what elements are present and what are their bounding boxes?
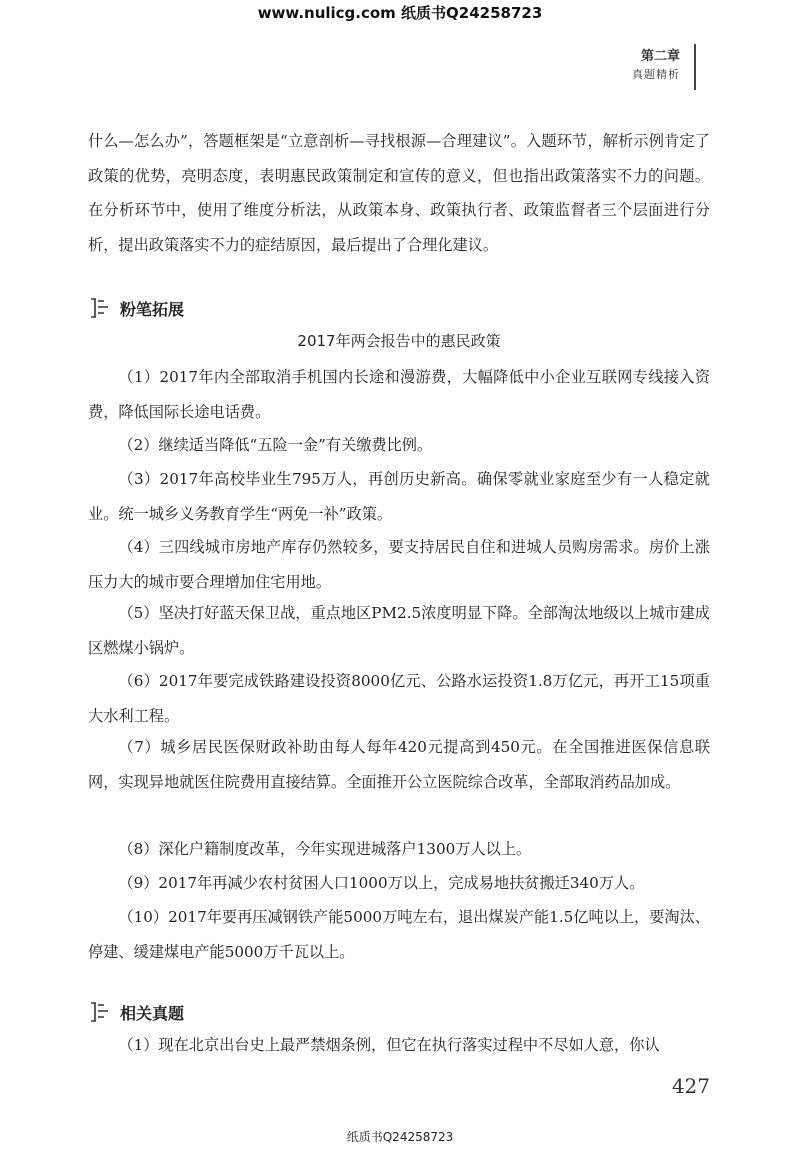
list-item: （2）继续适当降低“五险一金”有关缴费比例。 xyxy=(118,436,433,454)
list-item: （1）2017年内全部取消手机国内长途和漫游费，大幅降低中小企业互联网专线接入资费，降低国际长途电话费。 xyxy=(88,368,710,421)
list-item: （10）2017年要再压减钢铁产能5000万吨左右，退出煤炭产能1.5亿吨以上，要淘汰、停建、缓建煤电产能5000万千瓦以上。 xyxy=(88,908,710,961)
list-item: （5）坚决打好蓝天保卫战，重点地区PM2.5浓度明显下降。全部淘汰地级以上城市建成区燃煤小锅炉。 xyxy=(88,604,710,657)
policy-title: 2017年两会报告中的惠民政策 xyxy=(297,332,501,350)
list-item: （7）城乡居民医保财政补助由每人每年420元提高到450元。在全国推进医保信息联网，实现异地就医住院费用直接结算。全面推开公立医院综合改革，全部取消药品加成。 xyxy=(88,738,710,791)
chapter-divider xyxy=(694,44,696,90)
list-item: （4）三四线城市房地产库存仍然较多，要支持居民自住和进城人员购房需求。房价上涨压力大的城市要合理增加住宅用地。 xyxy=(88,538,710,591)
chapter-subtitle: 真题精析 xyxy=(632,68,680,81)
list-item: （9）2017年再减少农村贫困人口1000万以上，完成易地扶贫搬迁340万人。 xyxy=(118,874,645,892)
section-heading-related xyxy=(88,1000,184,1024)
list-item: （8）深化户籍制度改革，今年实现进城落户1300万人以上。 xyxy=(118,840,532,858)
section-bracket-icon xyxy=(88,297,112,319)
chapter-header xyxy=(632,48,680,84)
intro-paragraph: 什么—怎么办”，答题框架是“立意剖析—寻找根源—合理建议”。入题环节，解析示例肯定了政策的优势，亮明态度，表明惠民政策制定和宣传的意义，但也指出政策落实不力的问题。在分析环节中，使用了维度分析法，从政策本身、政策执行者、政策监督者三个层面进行分析，提出政策落实不力的症结原因，最后提出了合理化建议。 xyxy=(88,132,710,254)
chapter-title: 第二章 xyxy=(640,49,680,64)
section-heading-extension xyxy=(88,296,184,320)
list-item: （6）2017年要完成铁路建设投资8000亿元、公路水运投资1.8万亿元，再开工15项重大水利工程。 xyxy=(88,672,710,725)
page-number: 427 xyxy=(671,1074,710,1098)
section-bracket-icon xyxy=(88,1001,112,1023)
section-label: 相关真题 xyxy=(120,1003,185,1023)
list-item: （3）2017年高校毕业生795万人，再创历史新高。确保零就业家庭至少有一人稳定就业。统一城乡义务教育学生“两免一补”政策。 xyxy=(88,470,710,523)
bottom-watermark: 纸质书Q24258723 xyxy=(346,1130,454,1144)
list-item: （1）现在北京出台史上最严禁烟条例，但它在执行落实过程中不尽如人意，你认 xyxy=(118,1036,660,1054)
top-watermark: www.nulicg.com 纸质书Q24258723 xyxy=(257,4,543,22)
section-label: 粉笔拓展 xyxy=(120,299,185,319)
